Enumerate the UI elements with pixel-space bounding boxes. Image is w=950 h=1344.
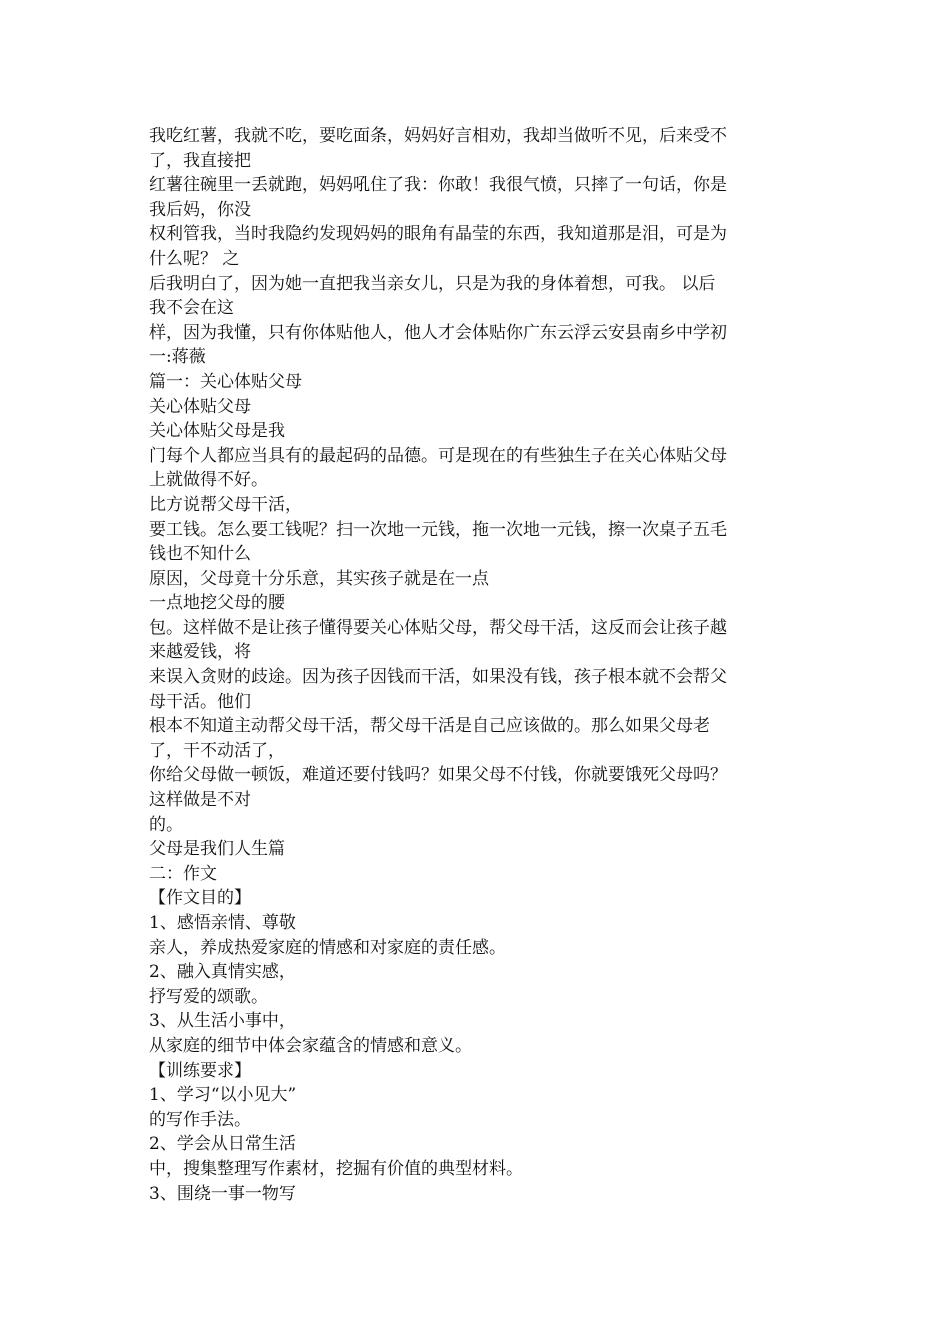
text-line: 的写作手法。 <box>149 1109 251 1130</box>
text-line: 这样做是不对 <box>149 790 251 811</box>
text-line: 你给父母做一顿饭，难道还要付钱吗？如果父母不付钱，你就要饿死父母吗？ <box>149 765 727 786</box>
text-line: 上就做得不好。 <box>149 470 268 491</box>
text-line: 包。这样做不是让孩子懂得要关心体贴父母，帮父母干活，这反而会让孩子越 <box>149 617 727 638</box>
text-line: 的。 <box>149 814 183 835</box>
text-line: 比方说帮父母干活， <box>149 494 302 515</box>
text-line: 什么呢？ 之 <box>149 248 240 269</box>
text-line: 【训练要求】 <box>149 1060 251 1081</box>
text-line: 3、从生活小事中， <box>149 1011 296 1032</box>
text-line: 一:蒋薇 <box>149 347 206 368</box>
text-line: 关心体贴父母 <box>149 396 251 417</box>
text-line: 来误入贪财的歧途。因为孩子因钱而干活，如果没有钱，孩子根本就不会帮父 <box>149 667 727 688</box>
text-line: 了，干不动活了， <box>149 740 285 761</box>
text-line: 我后妈，你没 <box>149 199 251 220</box>
text-line: 红薯往碗里一丢就跑，妈妈吼住了我：你敢！我很气愤，只摔了一句话，你是 <box>149 175 727 196</box>
text-line: 根本不知道主动帮父母干活，帮父母干活是自己应该做的。那么如果父母老 <box>149 716 710 737</box>
text-line: 钱也不知什么 <box>149 544 251 565</box>
text-line: 后我明白了，因为她一直把我当亲女儿，只是为我的身体着想，可我。 以后 <box>149 273 716 294</box>
text-line: 门每个人都应当具有的最起码的品德。可是现在的有些独生子在关心体贴父母 <box>149 445 727 466</box>
text-line: 样，因为我懂，只有你体贴他人，他人才会体贴你广东云浮云安县南乡中学初 <box>149 322 727 343</box>
text-line: 二：作文 <box>149 863 217 884</box>
text-line: 母干活。他们 <box>149 691 251 712</box>
text-line: 我吃红薯，我就不吃，要吃面条，妈妈好言相劝，我却当做听不见，后来受不 <box>149 126 727 146</box>
text-line: 了，我直接把 <box>149 150 251 171</box>
text-line: 【作文目的】 <box>149 888 251 909</box>
text-line: 原因，父母竟十分乐意，其实孩子就是在一点 <box>149 568 489 589</box>
text-line: 一点地挖父母的腰 <box>149 593 285 614</box>
text-line: 父母是我们人生篇 <box>149 839 285 860</box>
text-line: 抒写爱的颂歌。 <box>149 986 268 1007</box>
text-line: 1、学习“以小见大” <box>149 1085 297 1106</box>
text-line: 我不会在这 <box>149 298 234 319</box>
text-line: 篇一：关心体贴父母 <box>149 371 302 392</box>
text-line: 从家庭的细节中体会家蕴含的情感和意义。 <box>149 1035 472 1056</box>
text-line: 要工钱。怎么要工钱呢？扫一次地一元钱，拖一次地一元钱，擦一次桌子五毛 <box>149 519 727 540</box>
text-line: 关心体贴父母是我 <box>149 421 285 442</box>
text-line: 亲人，养成热爱家庭的情感和对家庭的责任感。 <box>149 937 506 958</box>
text-line: 2、融入真情实感， <box>149 962 296 983</box>
text-line: 1、感悟亲情、尊敬 <box>149 913 296 933</box>
text-line: 2、学会从日常生活 <box>149 1134 296 1155</box>
text-line: 3、围绕一事一物写 <box>149 1183 296 1204</box>
text-line: 来越爱钱，将 <box>149 642 251 663</box>
document-text-body <box>149 124 809 1206</box>
text-line: 权利管我，当时我隐约发现妈妈的眼角有晶莹的东西，我知道那是泪，可是为 <box>149 224 727 245</box>
text-line: 中，搜集整理写作素材，挖掘有价值的典型材料。 <box>149 1158 523 1179</box>
